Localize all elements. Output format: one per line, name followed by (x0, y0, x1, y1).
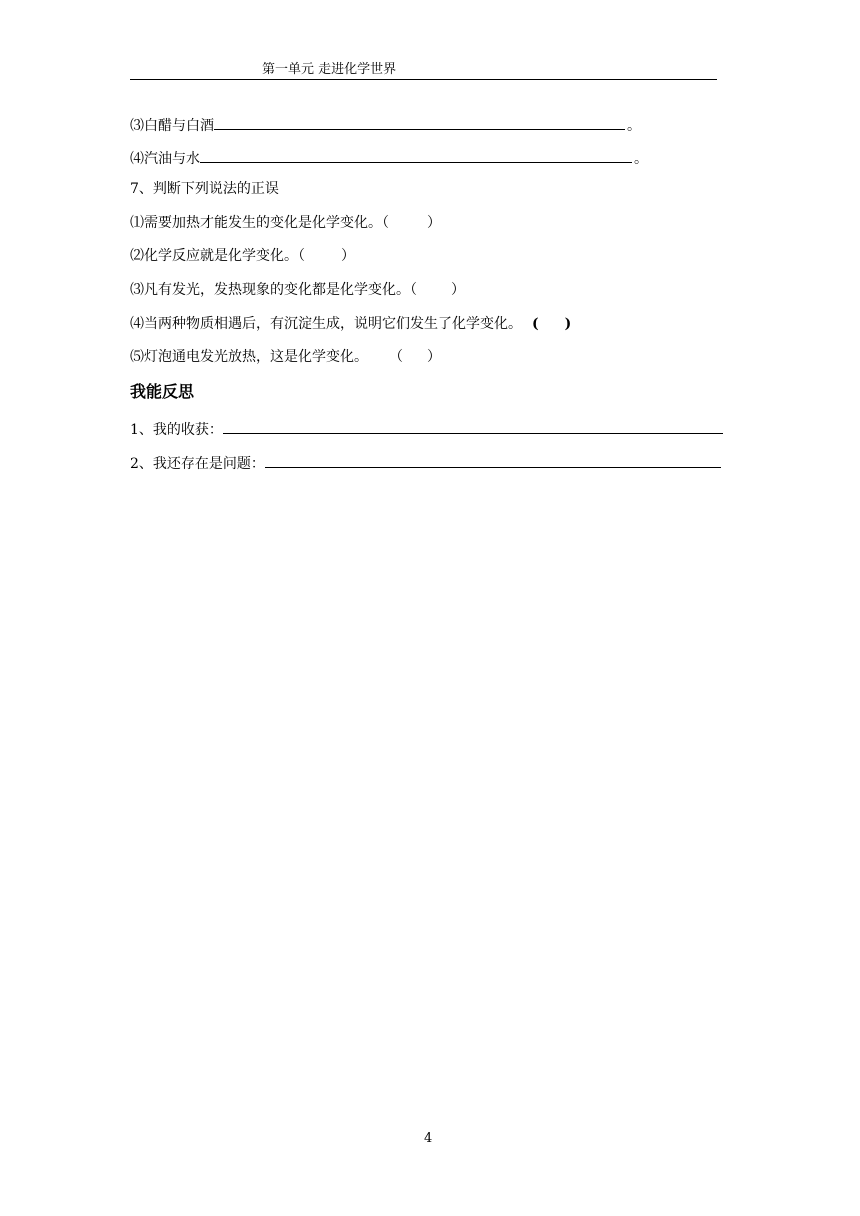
paren-close: ) (564, 316, 572, 332)
reflection-2-label: 2、我还存在是问题： (130, 456, 265, 472)
statement-4 (130, 315, 571, 333)
page-header-title: 第一单元 走进化学世界 (262, 62, 397, 77)
answer-blank[interactable] (265, 452, 721, 468)
answer-blank[interactable] (214, 114, 625, 130)
paren-close: ） (427, 349, 441, 365)
answer-blank[interactable] (200, 147, 632, 163)
section-7-title: 7、判断下列说法的正误 (130, 181, 279, 197)
paren-close: ） (427, 215, 441, 231)
reflection-2-line (130, 452, 721, 473)
paren-close: ） (341, 248, 355, 264)
question-3-line (130, 114, 641, 135)
statement-1 (130, 214, 441, 232)
statement-5-text: ⑸灯泡通电发光放热，这是化学变化。 (130, 349, 368, 365)
answer-blank[interactable] (223, 418, 723, 434)
statement-5 (130, 348, 441, 366)
line-end-period: 。 (627, 118, 641, 134)
question-4-label: ⑷汽油与水 (130, 151, 200, 167)
statement-2-text: ⑵化学反应就是化学变化。（ (130, 248, 305, 264)
statement-1-text: ⑴需要加热才能发生的变化是化学变化。（ (130, 215, 389, 231)
line-end-period: 。 (634, 151, 648, 167)
statement-3 (130, 281, 465, 299)
statement-3-text: ⑶凡有发光，发热现象的变化都是化学变化。（ (130, 282, 417, 298)
reflection-heading: 我能反思 (130, 382, 195, 401)
question-3-label: ⑶白醋与白酒 (130, 118, 214, 134)
reflection-1-label: 1、我的收获： (130, 422, 223, 438)
statement-2 (130, 247, 355, 265)
page-number: 4 (424, 1131, 433, 1146)
header-rule (130, 79, 717, 80)
reflection-1-line (130, 418, 723, 439)
paren-close: ） (451, 282, 465, 298)
question-4-line (130, 147, 648, 168)
paren-open: ( (532, 316, 539, 332)
statement-4-text: ⑷当两种物质相遇后，有沉淀生成，说明它们发生了化学变化。 (130, 316, 522, 332)
paren-open: （ (396, 349, 403, 365)
